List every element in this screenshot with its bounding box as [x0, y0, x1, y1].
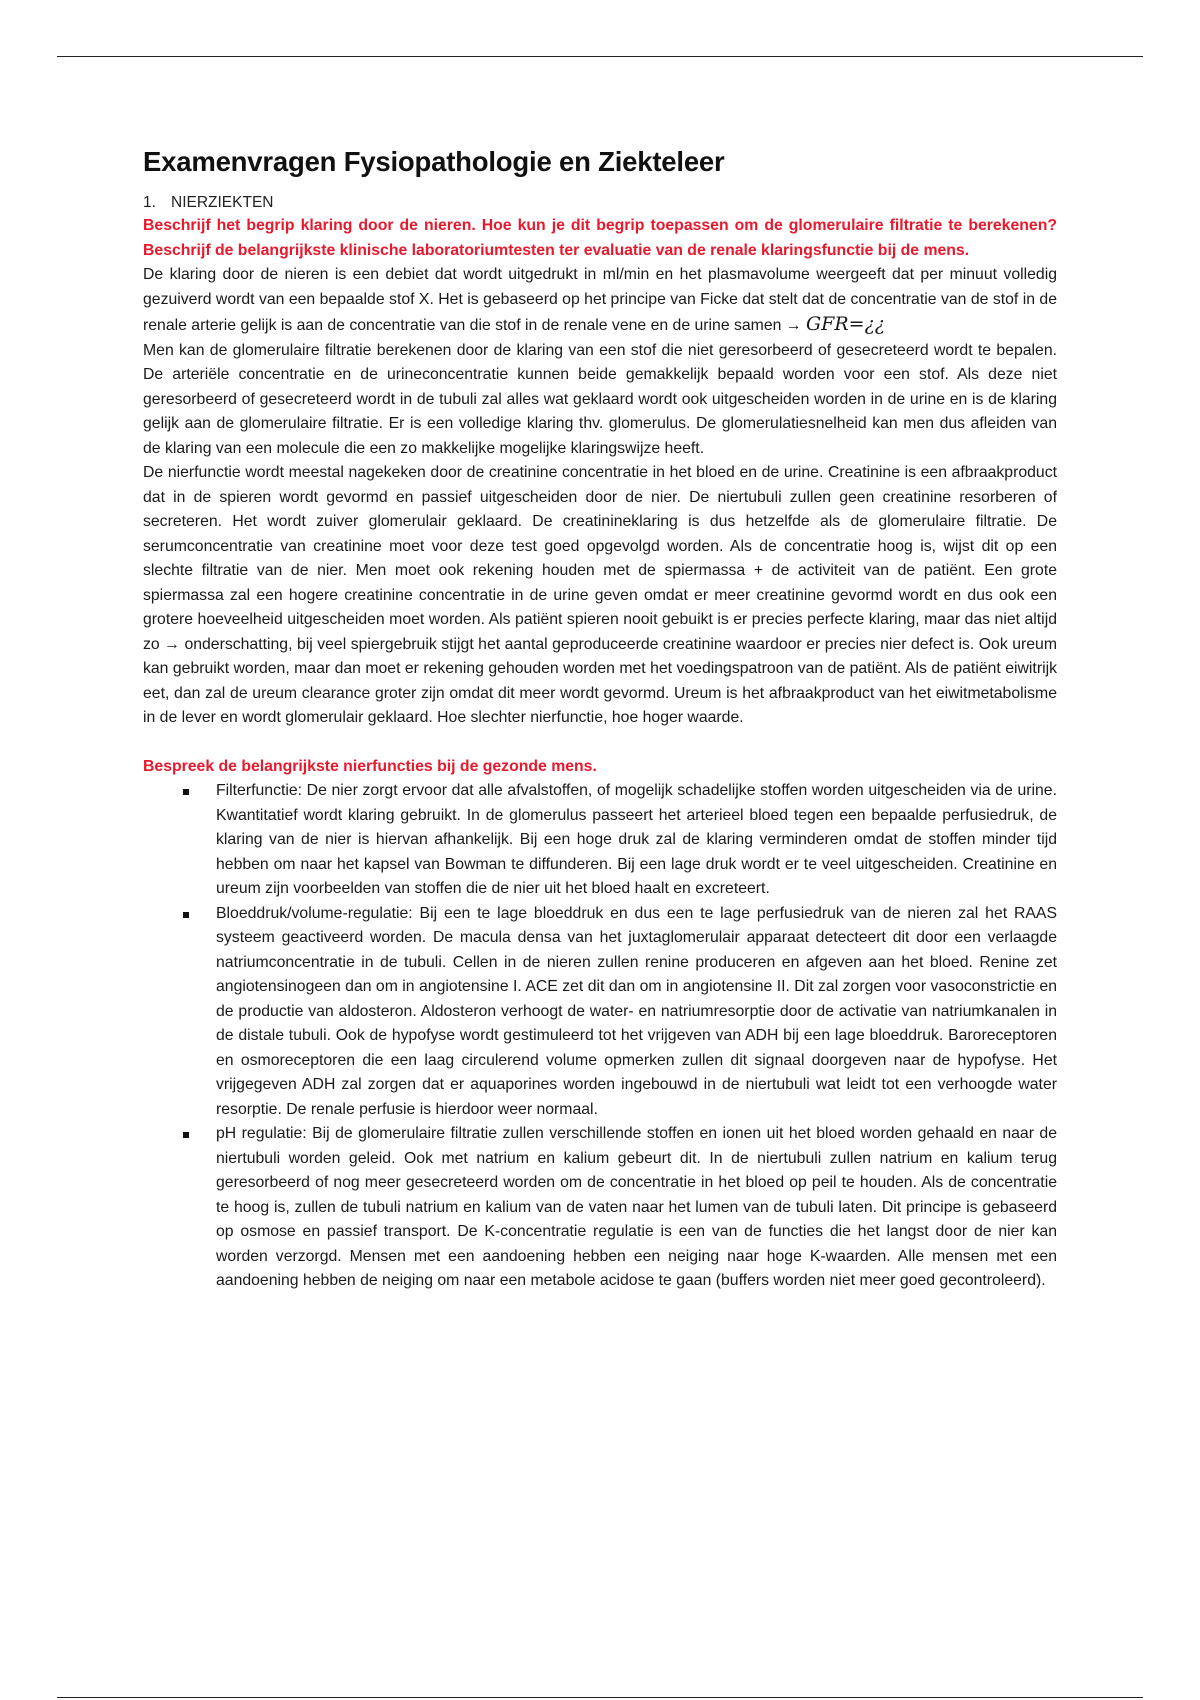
list-item [143, 902, 1057, 1123]
answer-1-text: De klaring door de nieren is een debiet dat wordt uitgedrukt in ml/min en het plasmavolume weergeeft dat per minuut volledig gezuiverd wordt van een bepaalde stof X. Het is gebaseerd op het principe van Ficke dat stelt dat de concentratie van de stof in de renale arterie gelijk is aan de concentratie van die stof in de renale vene en de urine samen → [143, 266, 1057, 334]
section-label: NIERZIEKTEN [171, 194, 274, 211]
list-item [143, 779, 1057, 902]
square-bullet-icon [183, 912, 189, 918]
answer-1-paragraph-2: Men kan de glomerulaire filtratie berekenen door de klaring van een stof die niet geresorbeerd of gesecreteerd wordt te bepalen. De arteriële concentratie en de urineconcentratie kunnen beide gemakkelijk bepaald worden voor een stof. Als deze niet geresorbeerd of gesecreteerd wordt in de tubuli zal alles wat geklaard wordt ook uitgescheiden worden in de urine en is de klaring gelijk aan de glomerulaire filtratie. Er is een volledige klaring thv. glomerulus. De glomerulatiesnelheid kan men dus afleiden van de klaring van een molecule die een zo makkelijke mogelijke klaringswijze heeft. [143, 341, 1057, 457]
list-item [143, 1122, 1057, 1294]
list-item-text: pH regulatie: Bij de glomerulaire filtratie zullen verschillende stoffen en ionen uit het bloed worden gehaald en naar de niertubuli worden geleid. Ook met natrium en kalium gebeurt dit. In de niertubuli zullen natrium en kalium terug geresorbeerd of nog meer gesecreteerd worden om de concentratie in het bloed op peil te houden. Als de concentratie te hoog is, zullen de tubuli natrium en kalium van de vaten naar het lumen van de tubuli laten. Dit principe is gebaseerd op osmose en passief transport. De K-concentratie regulatie is een van de functies die het langst door de nier kan worden verzorgd. Mensen met een aandoening hebben een neiging naar hoge K-waarden. Alle mensen met een aandoening hebben de neiging om naar een metabole acidose te gaan (buffers worden niet meer goed gecontroleerd). [216, 1125, 1057, 1289]
question-2: Bespreek de belangrijkste nierfuncties bij de gezonde mens. [143, 757, 597, 775]
header-rule [57, 56, 1143, 57]
answer-1-paragraph-1 [143, 263, 1057, 339]
list-item-text: Bloeddruk/volume-regulatie: Bij een te lage bloeddruk en dus een te lage perfusiedruk van de nieren zal het RAAS systeem geactiveerd worden. De macula densa van het juxtaglomerulair apparaat detecteert dit door een verlaagde natriumconcentratie in de tubuli. Cellen in de nieren zullen renine produceren en afgeven aan het bloed. Renine zet angiotensinogeen dan om in angiotensine I. ACE zet dit dan om in angiotensine II. Dit zal zorgen voor vasoconstrictie en de productie van aldosteron. Aldosteron verhoogt de water- en natriumresorptie door de activatie van natriumkanalen in de distale tubuli. Ook de hypofyse wordt gestimuleerd tot het vrijgeven van ADH bij een lage bloeddruk. Baroreceptoren en osmoreceptoren die een laag circulerend volume opmerken zullen dit signaal doorgeven naar de hypofyse. Het vrijgegeven ADH zal zorgen dat er aquaporines worden ingebouwd in de niertubuli wat leidt tot een verhoogde water resorptie. De renale perfusie is hierdoor weer normaal. [216, 904, 1057, 1118]
spacer [143, 731, 1057, 755]
footer-rule [57, 1697, 1143, 1698]
square-bullet-icon [183, 1132, 189, 1138]
gfr-formula: GFR=¿¿ [806, 313, 885, 335]
question-1: Beschrijf het begrip klaring door de nieren. Hoe kun je dit begrip toepassen om de glomerulaire filtratie te berekenen? Beschrijf de belangrijkste klinische laboratoriumtesten ter evaluatie van de renale klaringsfunctie bij de mens. [143, 217, 1057, 259]
section-heading [143, 192, 1057, 214]
document-page [143, 144, 1057, 1294]
list-item-text: Filterfunctie: De nier zorgt ervoor dat alle afvalstoffen, of mogelijk schadelijke stoffen worden uitgescheiden via de urine. Kwantitatief wordt klaring gebruikt. In de glomerulus passeert het arterieel bloed tegen een bepaalde perfusiedruk, de klaring van de nier is hiervan afhankelijk. Bij een hoge druk zal de klaring verminderen omdat de stoffen minder tijd hebben om naar het kapsel van Bowman te diffunderen. Bij een lage druk wordt er te veel uitgescheiden. Creatinine en ureum zijn voorbeelden van stoffen die de nier uit het bloed haalt en excreteert. [216, 782, 1057, 897]
square-bullet-icon [183, 789, 189, 795]
answer-1-paragraph-3: De nierfunctie wordt meestal nagekeken door de creatinine concentratie in het bloed en de urine. Creatinine is een afbraakproduct dat in de spieren wordt gevormd en passief uitgescheiden door de nier. De niertubuli zullen geen creatinine resorberen of secreteren. Het wordt zuiver glomerulair geklaard. De creatinineklaring is dus hetzelfde als de glomerulaire filtratie. De serumconcentratie van creatinine moet voor deze test goed opgevolgd worden. Als de concentratie hoog is, wijst dit op een slechte filtratie van de nier. Men moet ook rekening houden met de spiermassa + de activiteit van de patiënt. Een grote spiermassa zal een hogere creatinine concentratie in de urine geven omdat er meer creatinine gevormd wordt en dus ook een grotere hoeveelheid uitgescheiden moet worden. Als patiënt spieren nooit gebuikt is er precies perfecte klaring, maar das niet altijd zo → onderschatting, bij veel spiergebruik stijgt het aantal geproduceerde creatinine waardoor er precies nier defect is. Ook ureum kan gebruikt worden, maar dan moet er rekening gehouden worden met het voedingspatroon van de patiënt. Als de patiënt eiwitrijk eet, dan zal de ureum clearance groter zijn omdat dit meer wordt gevormd. Ureum is het afbraakproduct van het eiwitmetabolisme in de lever en wordt glomerulair geklaard. Hoe slechter nierfunctie, hoe hoger waarde. [143, 464, 1057, 726]
kidney-functions-list [143, 779, 1057, 1294]
document-title: Examenvragen Fysiopathologie en Ziekteleer [143, 146, 725, 177]
section-number: 1. [143, 194, 156, 211]
